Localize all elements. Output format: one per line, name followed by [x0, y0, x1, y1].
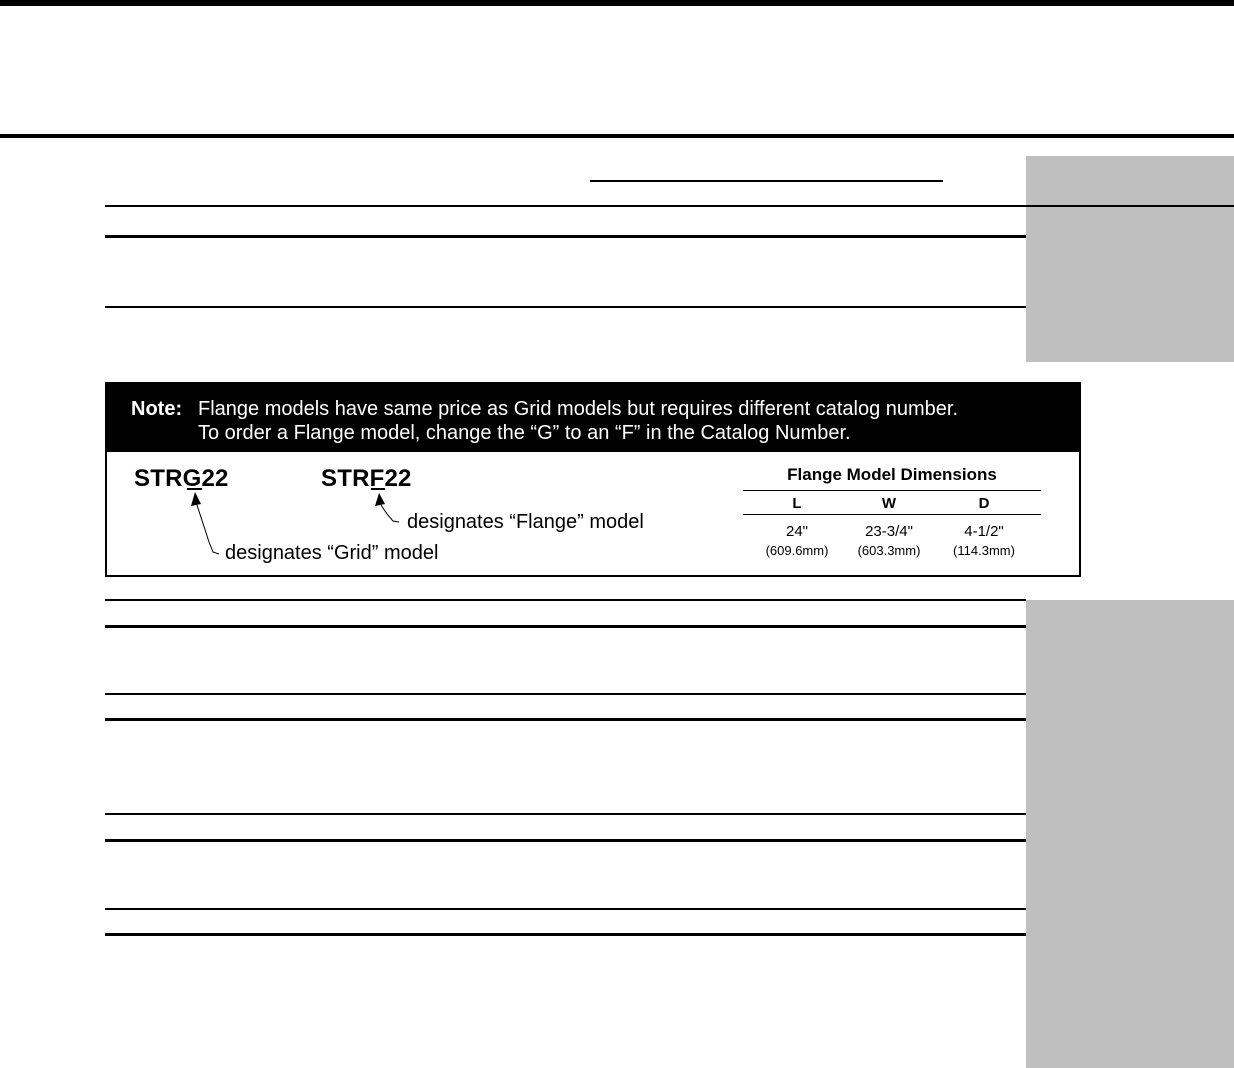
- note-text-line-2: To order a Flange model, change the “G” to an “F” in the Catalog Number.: [198, 422, 851, 444]
- dim-metric-l: (609.6mm): [765, 543, 829, 558]
- dim-value-d: 4-1/2": [964, 523, 1004, 540]
- side-tab-upper: [1026, 156, 1234, 362]
- grid-arrow-line: [197, 505, 219, 554]
- table-rule-5: [105, 625, 1026, 628]
- flange-note-box: [105, 382, 1081, 577]
- grid-model-code: STRG22: [134, 465, 229, 492]
- table-rule-9: [105, 839, 1026, 842]
- dim-value-w: 23-3/4": [865, 523, 913, 540]
- table-rule-10: [105, 908, 1026, 910]
- table-rule-6: [105, 693, 1026, 695]
- dim-value-l: 24": [785, 523, 808, 540]
- table-rule-11: [105, 933, 1026, 936]
- grid-arrow-head-icon: [191, 492, 201, 506]
- flange-model-code: STRF22: [321, 465, 412, 492]
- grid-caption: designates “Grid” model: [225, 542, 439, 564]
- dimensions-header-rule: [743, 514, 1041, 515]
- table-rule-3: [105, 306, 1026, 308]
- table-rule-1: [105, 205, 1234, 207]
- dimensions-title-rule: [743, 490, 1041, 491]
- note-label: Note:: [131, 398, 183, 420]
- table-rule-8: [105, 813, 1026, 815]
- dim-metric-d: (114.3mm): [953, 543, 1015, 558]
- flange-caption: designates “Flange” model: [407, 511, 644, 533]
- dim-header-d: D: [978, 495, 990, 512]
- flange-arrow-line: [381, 505, 399, 522]
- dim-header-w: W: [881, 495, 897, 512]
- dimensions-title: Flange Model Dimensions: [787, 465, 997, 484]
- dim-metric-w: (603.3mm): [857, 543, 921, 558]
- top-border: [0, 0, 1234, 6]
- table-rule-4: [105, 599, 1026, 601]
- header-underline: [590, 180, 943, 182]
- flange-arrow-head-icon: [375, 493, 385, 506]
- note-text-line-1: Flange models have same price as Grid models but requires different catalog number.: [198, 398, 959, 420]
- table-rule-7: [105, 718, 1026, 721]
- table-rule-2: [105, 235, 1026, 238]
- side-tab-lower: [1026, 600, 1234, 1068]
- header-divider: [0, 134, 1234, 138]
- dim-header-l: L: [792, 495, 802, 512]
